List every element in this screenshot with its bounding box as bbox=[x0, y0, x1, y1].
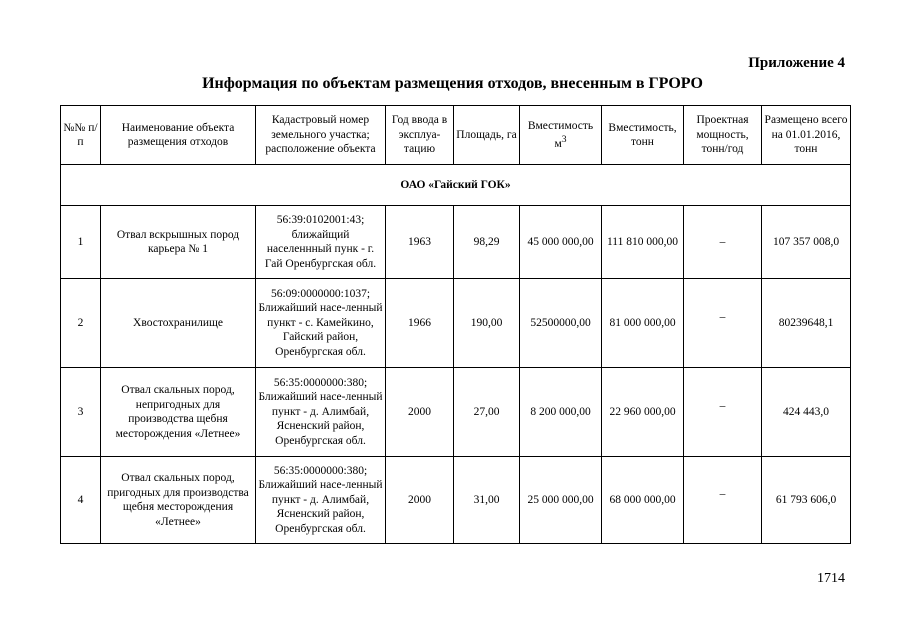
cell-cadastral: 56:39:0102001:43; ближайщий населеннный пунк - г. Гай Оренбургская обл. bbox=[256, 206, 386, 279]
cell-capacity-m3: 8 200 000,00 bbox=[520, 368, 602, 457]
cell-design bbox=[684, 457, 762, 544]
cell-year: 2000 bbox=[386, 457, 454, 544]
design-dash: – bbox=[719, 399, 726, 412]
header-year: Год ввода в эксплуа-тацию bbox=[386, 106, 454, 165]
table-row bbox=[61, 368, 851, 457]
cell-placed: 107 357 008,0 bbox=[762, 206, 851, 279]
cell-placed: 61 793 606,0 bbox=[762, 457, 851, 544]
cell-name: Хвостохранилище bbox=[101, 279, 256, 368]
cell-capacity-m3: 25 000 000,00 bbox=[520, 457, 602, 544]
cell-capacity-t: 81 000 000,00 bbox=[602, 279, 684, 368]
cell-capacity-t: 68 000 000,00 bbox=[602, 457, 684, 544]
table-row bbox=[61, 457, 851, 544]
org-row bbox=[61, 165, 851, 206]
header-design-capacity: Проектная мощность, тонн/год bbox=[684, 106, 762, 165]
cell-cadastral: 56:09:0000000:1037; Ближайший насе-ленный пункт - с. Камейкино, Гайский район, Оренбургская обл. bbox=[256, 279, 386, 368]
header-capacity-t: Вместимость, тонн bbox=[602, 106, 684, 165]
cell-area: 190,00 bbox=[454, 279, 520, 368]
cell-area: 27,00 bbox=[454, 368, 520, 457]
table-header-row bbox=[61, 106, 851, 165]
design-dash: – bbox=[719, 487, 726, 500]
cell-cadastral: 56:35:0000000:380; Ближайший насе-ленный пункт - д. Алимбай, Ясненский район, Оренбургская обл. bbox=[256, 457, 386, 544]
cell-design bbox=[684, 368, 762, 457]
table-row bbox=[61, 279, 851, 368]
cell-year: 2000 bbox=[386, 368, 454, 457]
header-capacity-m3 bbox=[520, 106, 602, 165]
document-title: Информация по объектам размещения отходов, внесенным в ГРОРО bbox=[202, 75, 703, 92]
design-dash: – bbox=[719, 310, 726, 323]
cell-placed: 80239648,1 bbox=[762, 279, 851, 368]
appendix-label: Приложение 4 bbox=[748, 55, 845, 71]
cell-num: 4 bbox=[61, 457, 101, 544]
cell-num: 3 bbox=[61, 368, 101, 457]
cell-name: Отвал вскрышных пород карьера № 1 bbox=[101, 206, 256, 279]
cell-num: 2 bbox=[61, 279, 101, 368]
cell-capacity-m3: 52500000,00 bbox=[520, 279, 602, 368]
org-name: ОАО «Гайский ГОК» bbox=[61, 165, 851, 206]
header-cadastral: Кадастровый номер земельного участка; расположение объекта bbox=[256, 106, 386, 165]
cell-capacity-t: 111 810 000,00 bbox=[602, 206, 684, 279]
header-name: Наименование объекта размещения отходов bbox=[101, 106, 256, 165]
header-capacity-m3-label: Вместимость м bbox=[527, 119, 594, 150]
cell-capacity-m3: 45 000 000,00 bbox=[520, 206, 602, 279]
header-num: №№ п/п bbox=[61, 106, 101, 165]
header-area: Площадь, га bbox=[454, 106, 520, 165]
cell-design bbox=[684, 279, 762, 368]
cell-design: – bbox=[684, 206, 762, 279]
header-placed: Размещено всего на 01.01.2016, тонн bbox=[762, 106, 851, 165]
cell-year: 1966 bbox=[386, 279, 454, 368]
header-capacity-m3-sup: 3 bbox=[561, 134, 567, 146]
cell-year: 1963 bbox=[386, 206, 454, 279]
cell-name: Отвал скальных пород, пригодных для производства щебня месторождения «Летнее» bbox=[101, 457, 256, 544]
cell-area: 31,00 bbox=[454, 457, 520, 544]
cell-area: 98,29 bbox=[454, 206, 520, 279]
table-row bbox=[61, 206, 851, 279]
cell-name: Отвал скальных пород, непригодных для производства щебня месторождения «Летнее» bbox=[101, 368, 256, 457]
cell-capacity-t: 22 960 000,00 bbox=[602, 368, 684, 457]
waste-objects-table bbox=[60, 105, 851, 544]
cell-num: 1 bbox=[61, 206, 101, 279]
page-number: 1714 bbox=[817, 571, 845, 586]
cell-placed: 424 443,0 bbox=[762, 368, 851, 457]
cell-cadastral: 56:35:0000000:380; Ближайший насе-ленный пункт - д. Алимбай, Ясненский район, Оренбургская обл. bbox=[256, 368, 386, 457]
